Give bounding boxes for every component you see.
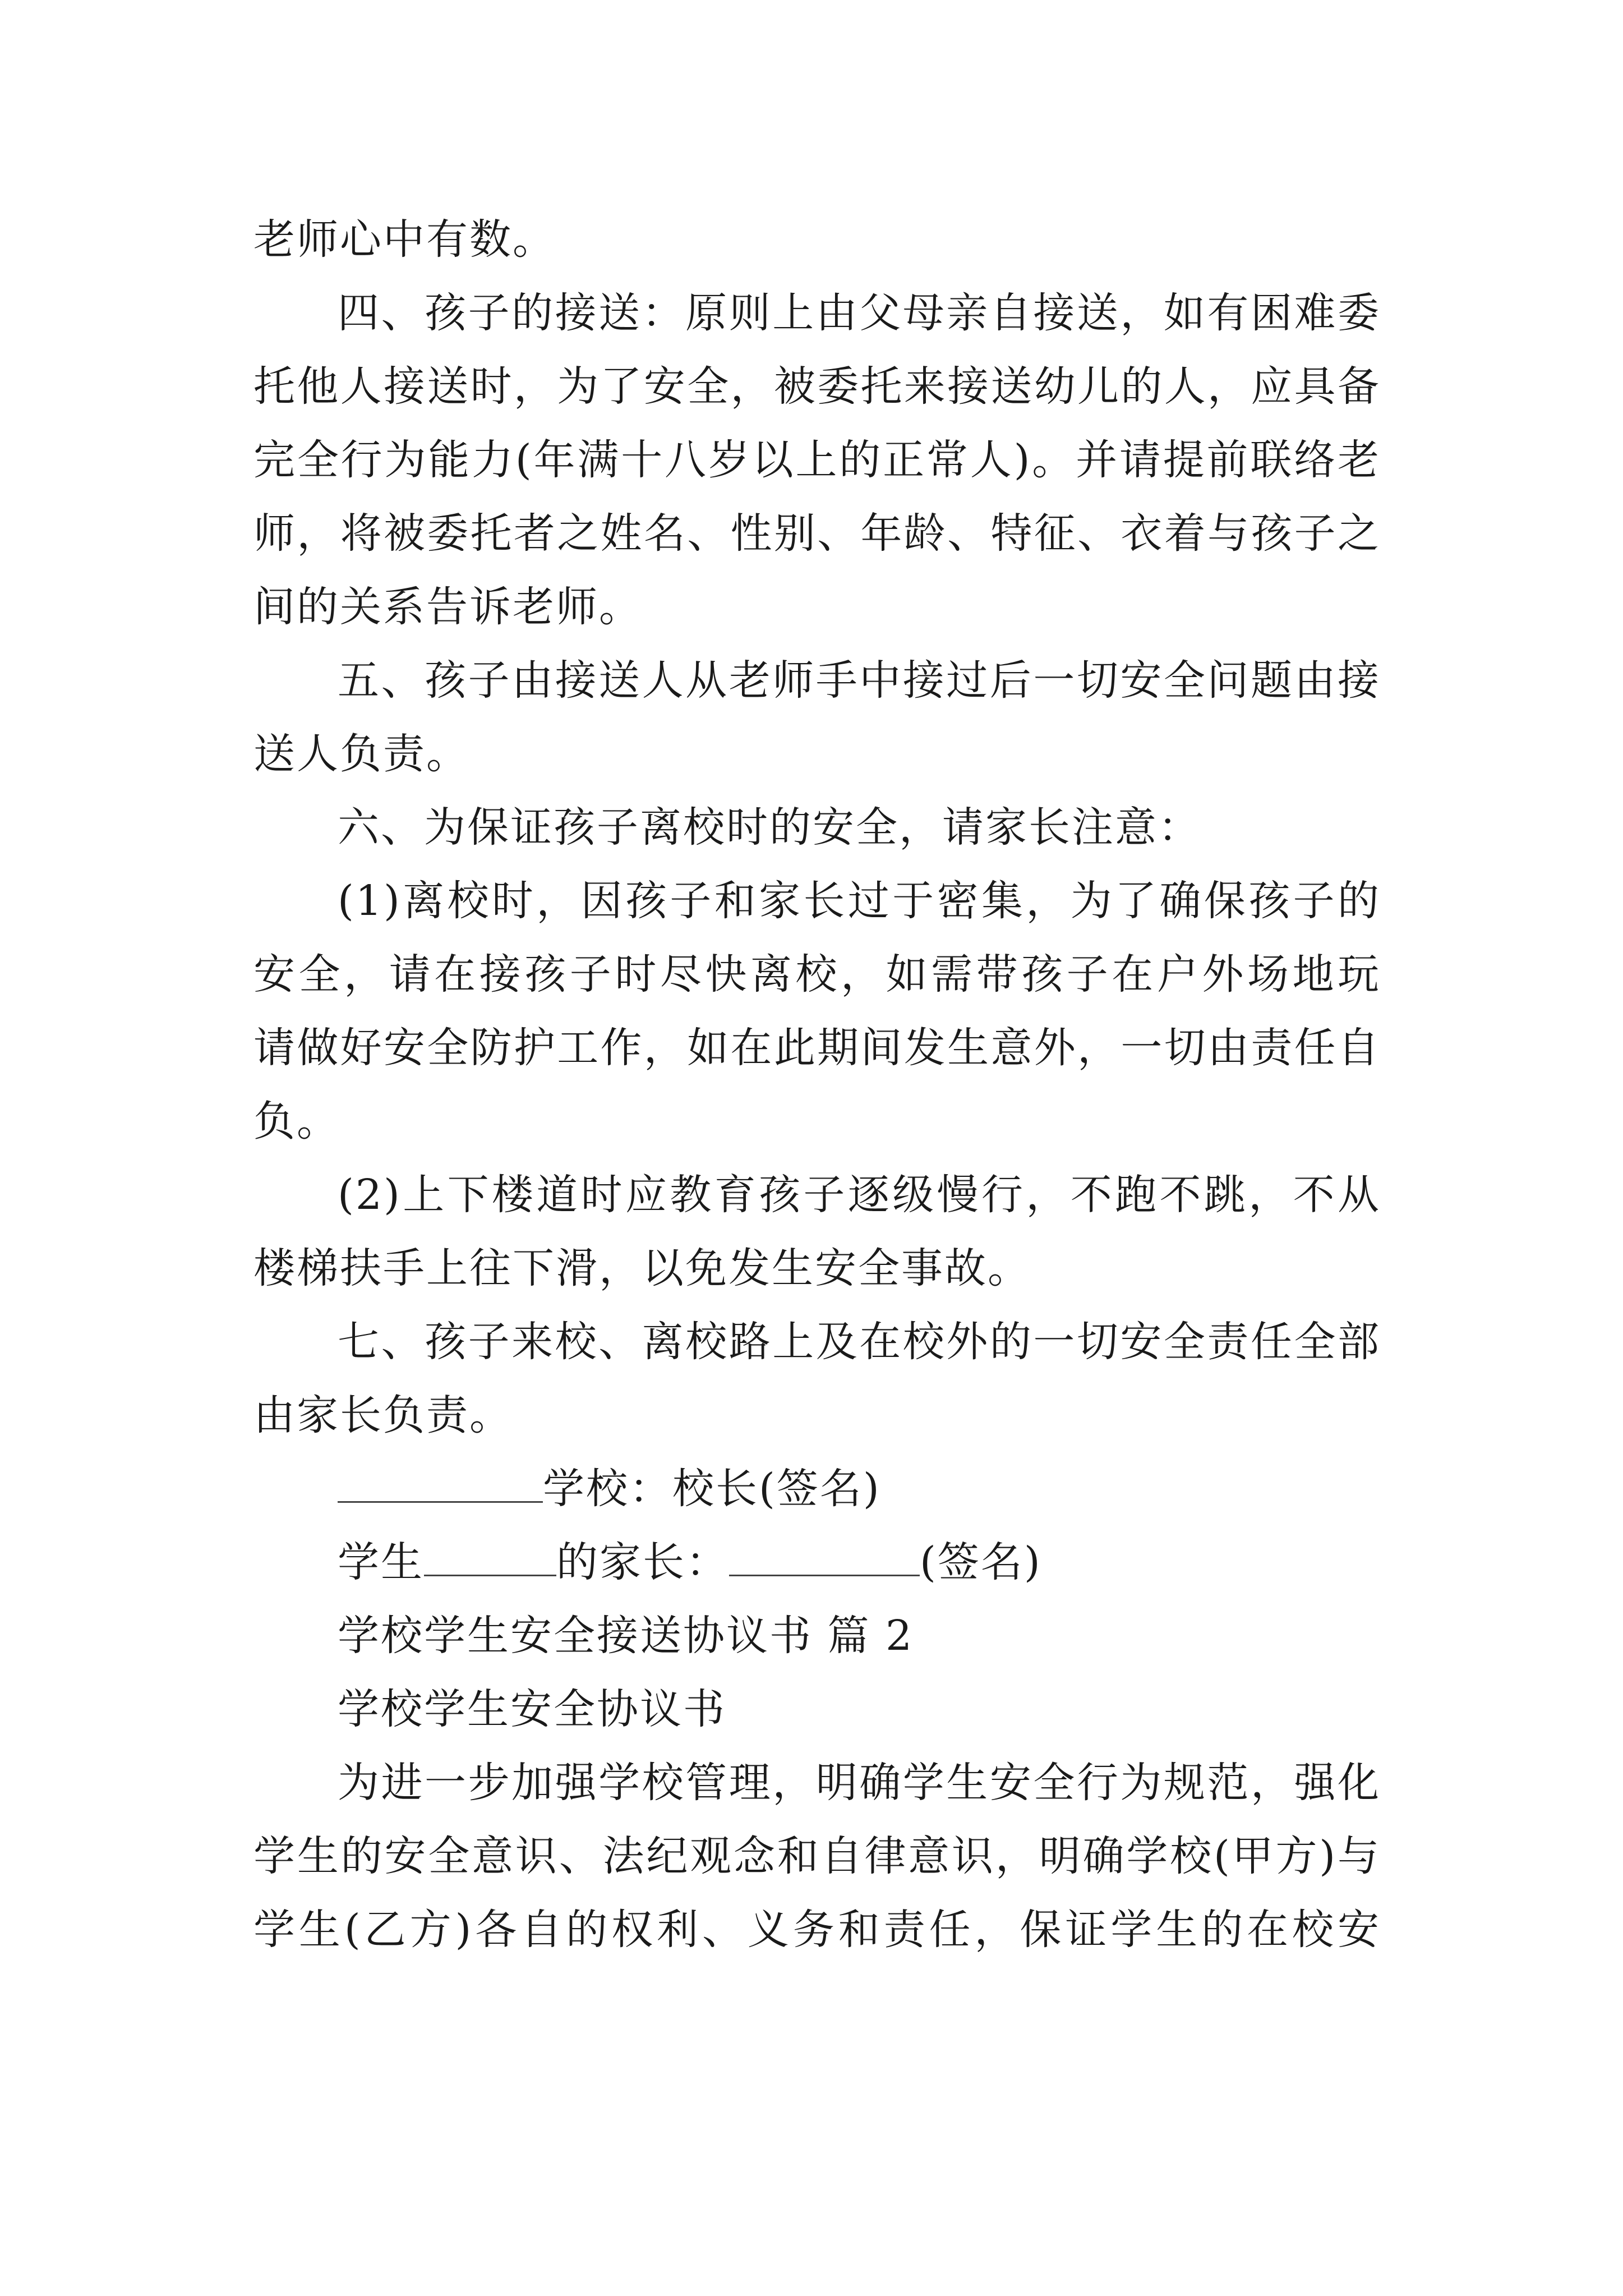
- intro-paragraph-line: 为进一步加强学校管理，明确学生安全行为规范，强化: [338, 1759, 1381, 1807]
- parent-label: 的家长：: [556, 1538, 729, 1586]
- sign-label: (签名): [920, 1538, 1042, 1586]
- parent-signature-line: [338, 1531, 1381, 1593]
- text-line: 托他人接送时，为了安全，被委托来接送幼儿的人，应具备: [253, 362, 1381, 411]
- paragraph-five-line: 五、孩子由接送人从老师手中接过后一切安全问题由接: [338, 656, 1381, 705]
- section-heading: 学校学生安全接送协议书 篇 2: [338, 1612, 914, 1660]
- paragraph-four-line: 四、孩子的接送：原则上由父母亲自接送，如有困难委: [338, 289, 1381, 337]
- text-line: 安全，请在接孩子时尽快离校，如需带孩子在户外场地玩: [253, 950, 1381, 999]
- text-line: 师，将被委托者之姓名、性别、年龄、特征、衣着与孩子之: [253, 509, 1381, 558]
- school-signature-label: 学校：校长(签名): [543, 1465, 881, 1513]
- text-line: 完全行为能力(年满十八岁以上的正常人)。并请提前联络老: [253, 436, 1381, 484]
- text-line: 学生的安全意识、法纪观念和自律意识，明确学校(甲方)与: [253, 1832, 1381, 1880]
- section-subheading: 学校学生安全协议书: [338, 1685, 726, 1733]
- text-line: 学生(乙方)各自的权利、义务和责任，保证学生的在校安: [253, 1906, 1381, 1954]
- student-name-blank[interactable]: [424, 1535, 556, 1576]
- school-name-blank[interactable]: [338, 1462, 543, 1503]
- text-line: 老师心中有数。: [253, 215, 556, 264]
- paragraph-six-line: 六、为保证孩子离校时的安全，请家长注意：: [338, 803, 1201, 852]
- text-line: 负。: [253, 1097, 340, 1145]
- student-label: 学生: [338, 1538, 424, 1586]
- item-one-line: (1)离校时，因孩子和家长过于密集，为了确保孩子的: [338, 877, 1381, 925]
- parent-signature-blank[interactable]: [729, 1535, 920, 1576]
- text-line: 楼梯扶手上往下滑，以免发生安全事故。: [253, 1244, 1031, 1292]
- school-signature-line: [338, 1458, 1381, 1520]
- text-line: 间的关系告诉老师。: [253, 583, 642, 631]
- text-line: 送人负责。: [253, 730, 469, 778]
- text-line: 由家长负责。: [253, 1391, 513, 1439]
- paragraph-seven-line: 七、孩子来校、离校路上及在校外的一切安全责任全部: [338, 1318, 1381, 1366]
- text-line: 请做好安全防护工作，如在此期间发生意外，一切由责任自: [253, 1024, 1381, 1072]
- item-two-line: (2)上下楼道时应教育孩子逐级慢行，不跑不跳，不从: [338, 1171, 1381, 1219]
